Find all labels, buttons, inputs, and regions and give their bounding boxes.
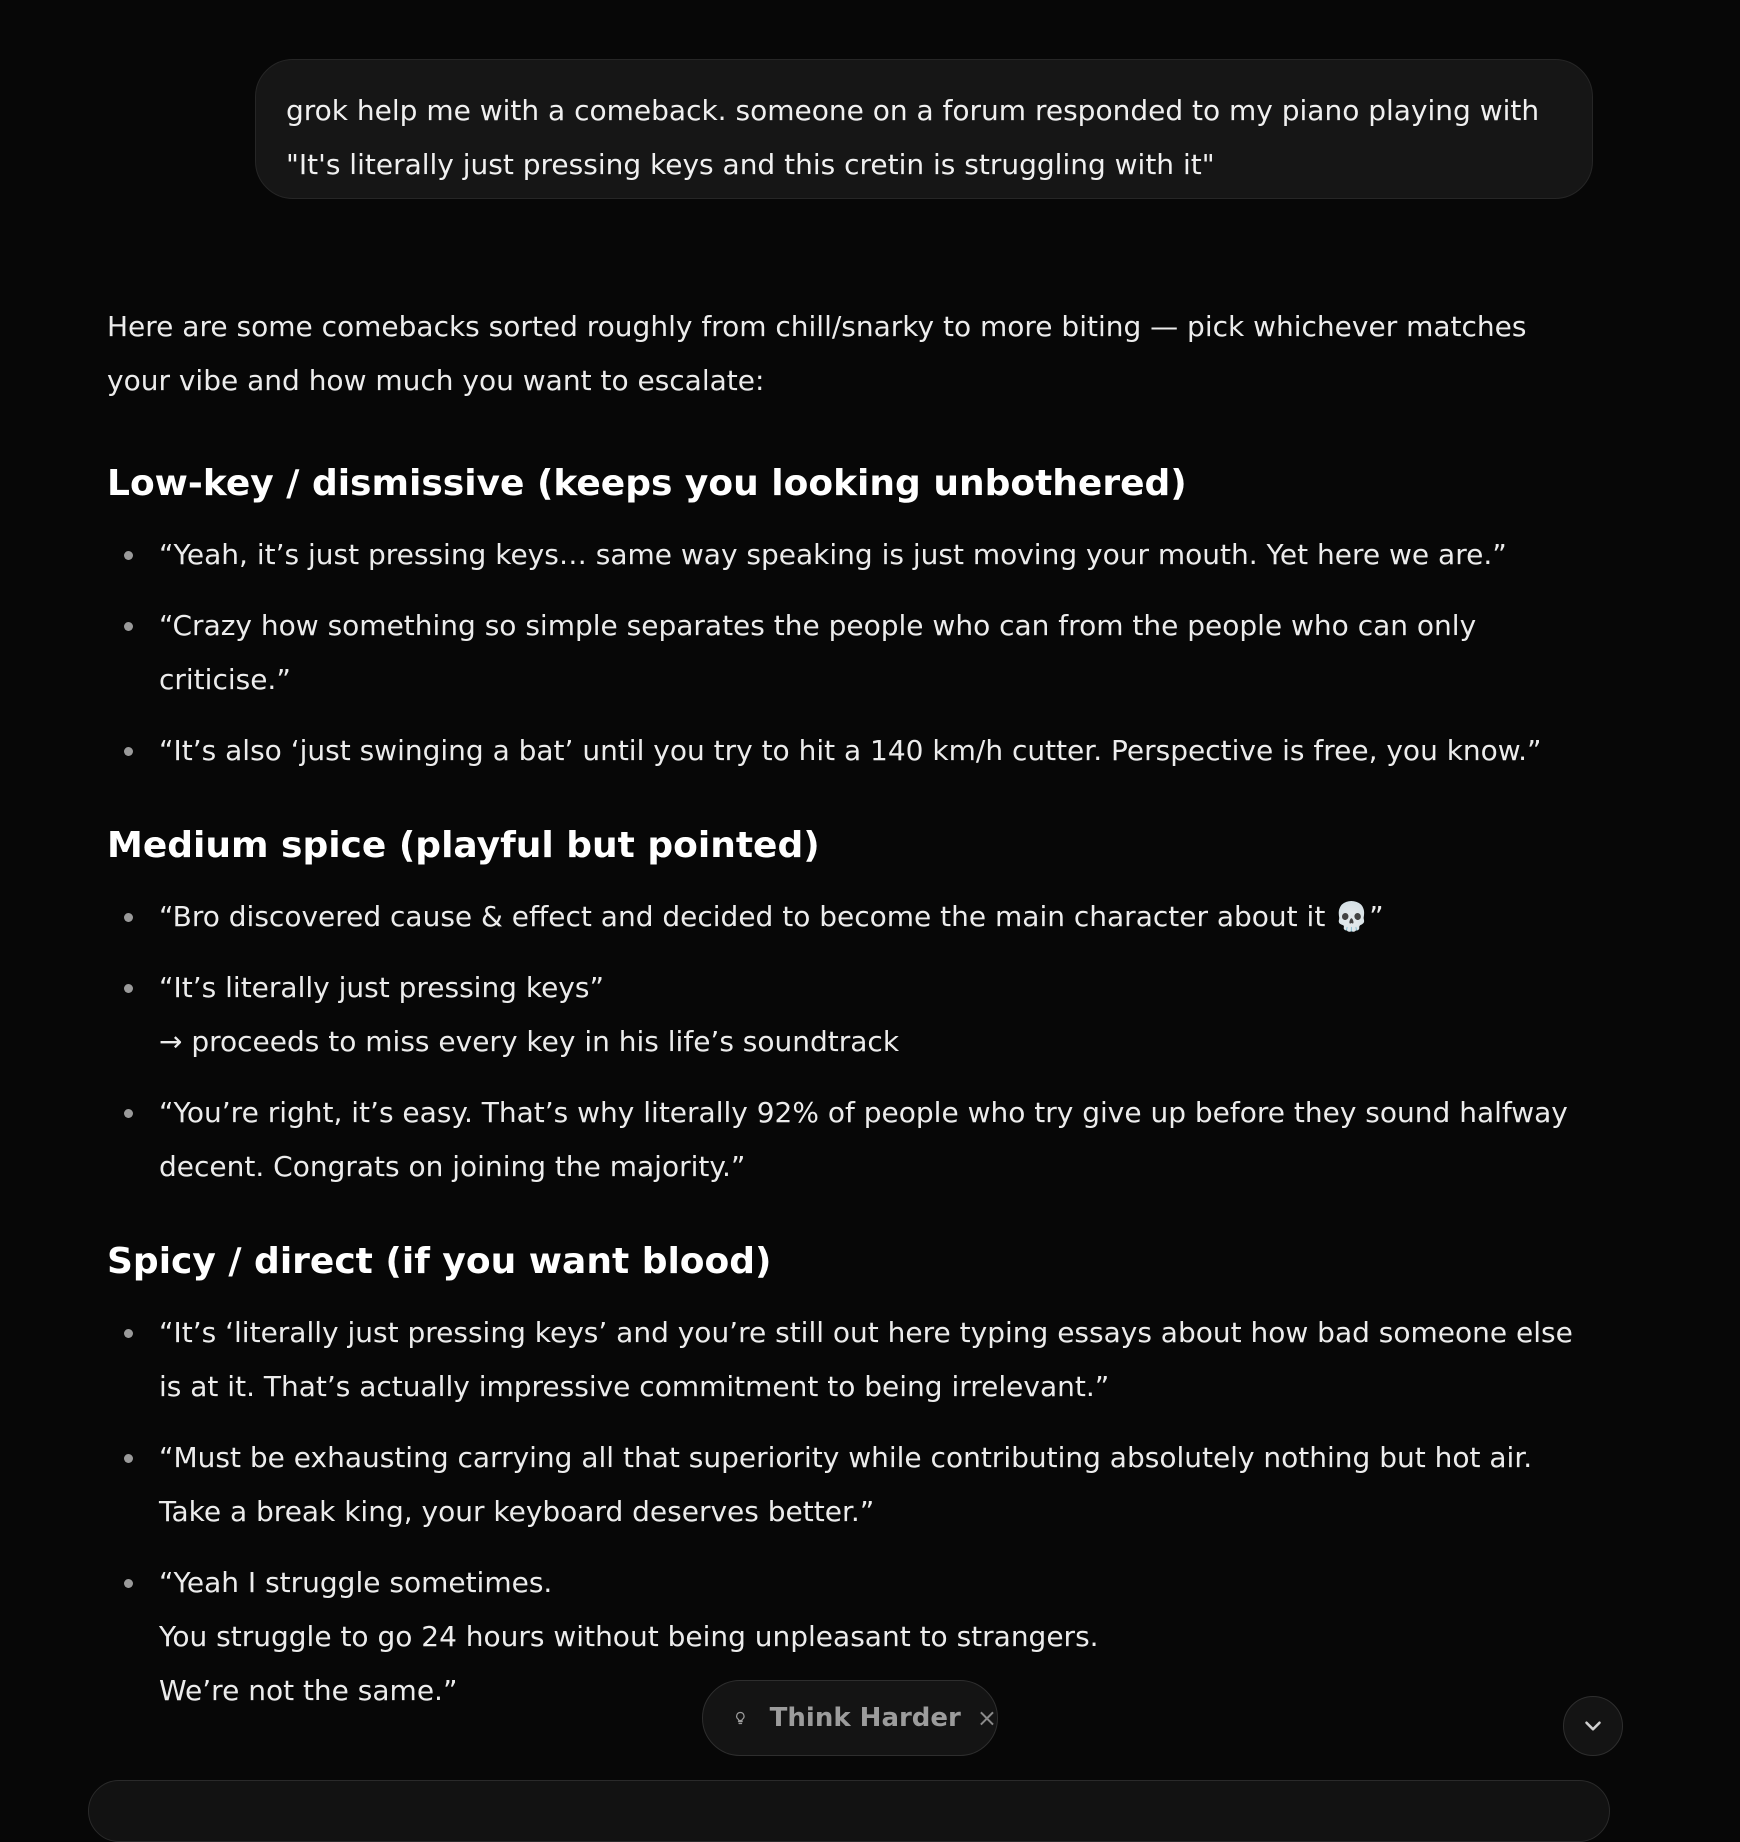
- item-text: You struggle to go 24 hours without being unpleasant to strangers.: [159, 1620, 1099, 1653]
- think-harder-dismiss-button[interactable]: ×: [976, 1704, 997, 1732]
- list-item: [107, 724, 1597, 778]
- bullet-dot: [124, 551, 133, 560]
- comeback-list-medium-spice: [107, 890, 1597, 1194]
- section-title-low-key: Low-key / dismissive (keeps you looking unbothered): [107, 463, 1187, 504]
- item-text: → proceeds to miss every key in his life’s soundtrack: [159, 1025, 900, 1058]
- bullet-dot: [124, 1579, 133, 1588]
- item-text: “It’s literally just pressing keys”: [159, 971, 604, 1004]
- chevron-down-icon: [1580, 1713, 1606, 1739]
- list-item: [107, 890, 1597, 944]
- think-harder-label: Think Harder: [769, 1703, 961, 1733]
- item-text: “Bro discovered cause & effect and decided to become the main character about it 💀”: [159, 900, 1384, 933]
- item-text: We’re not the same.”: [159, 1674, 458, 1707]
- list-item: [107, 1086, 1597, 1194]
- list-item: [107, 528, 1597, 582]
- bullet-dot: [124, 622, 133, 631]
- user-message-bubble: [255, 59, 1593, 199]
- list-item: [107, 1306, 1597, 1414]
- bullet-dot: [124, 1329, 133, 1338]
- scroll-to-bottom-button[interactable]: [1563, 1696, 1623, 1756]
- think-harder-button[interactable]: [702, 1680, 998, 1756]
- list-item: [107, 599, 1597, 707]
- item-text: “Crazy how something so simple separates the people who can from the people who can only criticise.”: [159, 609, 1477, 696]
- item-text: “It’s ‘literally just pressing keys’ and you’re still out here typing essays about how bad someone else is at it. That’s actually impressive commitment to being irrelevant.”: [159, 1316, 1573, 1403]
- bullet-dot: [124, 1109, 133, 1118]
- list-item: [107, 961, 1597, 1069]
- item-text: “It’s also ‘just swinging a bat’ until you try to hit a 140 km/h cutter. Perspective is free, you know.”: [159, 734, 1542, 767]
- comeback-list-low-key: [107, 528, 1597, 778]
- list-item: [107, 1431, 1597, 1539]
- bullet-dot: [124, 747, 133, 756]
- item-text: “Yeah I struggle sometimes.: [159, 1566, 553, 1599]
- assistant-response: [107, 300, 1597, 1718]
- user-message-line: "It's literally just pressing keys and this cretin is struggling with it": [286, 148, 1215, 181]
- bullet-dot: [124, 1454, 133, 1463]
- comeback-list-spicy: [107, 1306, 1597, 1718]
- section-title-spicy: Spicy / direct (if you want blood): [107, 1241, 772, 1282]
- item-text: “You’re right, it’s easy. That’s why literally 92% of people who try give up before they sound halfway decent. Congrats on joining the majority.”: [159, 1096, 1568, 1183]
- item-text: “Yeah, it’s just pressing keys… same way speaking is just moving your mouth. Yet here we are.”: [159, 538, 1507, 571]
- bullet-dot: [124, 913, 133, 922]
- lightbulb-icon: [733, 1703, 748, 1733]
- user-message-line: grok help me with a comeback. someone on a forum responded to my piano playing with: [286, 94, 1540, 127]
- section-title-medium-spice: Medium spice (playful but pointed): [107, 825, 820, 866]
- response-intro: Here are some comebacks sorted roughly from chill/snarky to more biting — pick whichever matches your vibe and how much you want to escalate:: [107, 310, 1527, 397]
- message-composer[interactable]: [88, 1780, 1610, 1842]
- item-text: “Must be exhausting carrying all that superiority while contributing absolutely nothing but hot air. Take a break king, your keyboard deserves better.”: [159, 1441, 1533, 1528]
- bullet-dot: [124, 984, 133, 993]
